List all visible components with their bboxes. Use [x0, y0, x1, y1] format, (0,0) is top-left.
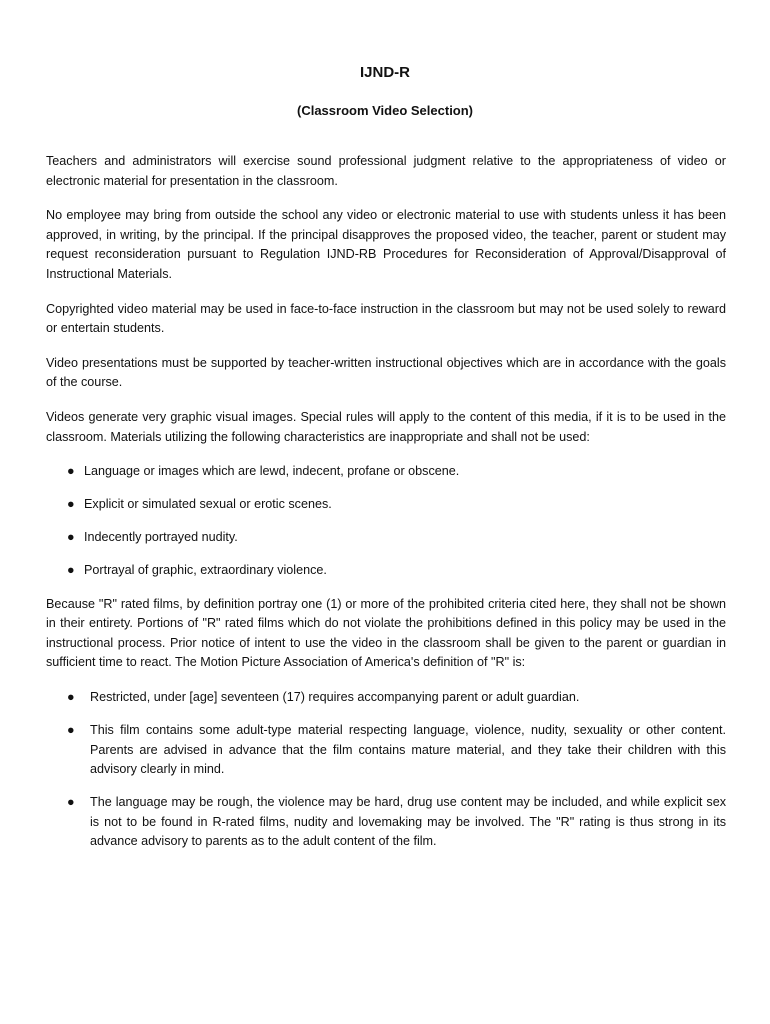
- bullet-icon: ●: [67, 795, 75, 810]
- prohibited-characteristics-list: [46, 462, 726, 581]
- list-item-text: Restricted, under [age] seventeen (17) requires accompanying parent or adult guardian.: [90, 689, 580, 704]
- bullet-icon: ●: [67, 497, 75, 512]
- bullet-icon: ●: [67, 689, 75, 704]
- list-item-text: The language may be rough, the violence may be hard, drug use content may be included, and while explicit sex is not to be found in R-rated films, nudity and lovemaking may be involved. The "R" rating is thus strong in its advance advisory to parents as to the adult content of the film.: [90, 795, 726, 849]
- document-title: IJND-R: [359, 64, 410, 81]
- list-item-text: Language or images which are lewd, indecent, profane or obscene.: [84, 464, 460, 479]
- paragraph-instructional-objectives: Video presentations must be supported by teacher-written instructional objectives which are in accordance with the goals of the course.: [46, 355, 726, 390]
- list-item: [46, 793, 726, 852]
- list-item-text: This film contains some adult-type material respecting language, violence, nudity, sexuality or other content. Parents are advised in advance that the film contains mature material, and they take their children with this advisory clearly in mind.: [90, 722, 726, 777]
- document-body: [46, 152, 726, 866]
- list-item: [46, 721, 726, 780]
- paragraph-approval-requirement: No employee may bring from outside the school any video or electronic material to use with students unless it has been approved, in writing, by the principal. If the principal disapproves the proposed video, the teacher, parent or student may request reconsideration pursuant to Regulation IJND-RB Procedures for Reconsideration of Approval/Disapproval of Instructional Materials.: [46, 208, 726, 281]
- bullet-icon: ●: [67, 563, 75, 578]
- bullet-icon: ●: [67, 722, 75, 737]
- list-item: [46, 462, 726, 482]
- list-item-text: Explicit or simulated sexual or erotic scenes.: [84, 497, 332, 512]
- paragraph-professional-judgment: Teachers and administrators will exercise sound professional judgment relative to the appropriateness of video or electronic material for presentation in the classroom.: [46, 154, 726, 188]
- paragraph-graphic-images: Videos generate very graphic visual images. Special rules will apply to the content of this media, if it is to be used in the classroom. Materials utilizing the following characteristics are inappropriate and shall not be used:: [46, 409, 726, 444]
- list-item-text: Indecently portrayed nudity.: [84, 530, 238, 545]
- list-item: [46, 528, 726, 548]
- list-item: [46, 495, 726, 515]
- r-definition-list: [46, 688, 726, 852]
- bullet-icon: ●: [67, 464, 75, 479]
- paragraph-copyright: Copyrighted video material may be used in face-to-face instruction in the classroom but may not be used solely to reward or entertain students.: [46, 301, 726, 336]
- list-item: [46, 688, 726, 708]
- bullet-icon: ●: [67, 530, 75, 545]
- list-item-text: Portrayal of graphic, extraordinary violence.: [84, 563, 327, 578]
- document-subtitle: (Classroom Video Selection): [296, 103, 474, 118]
- paragraph-r-rated-films: Because "R" rated films, by definition portray one (1) or more of the prohibited criteria cited here, they shall not be shown in their entirety. Portions of "R" rated films which do not violate the prohibitions defined in this policy may be used in the instructional process. Prior notice of intent to use the video in the classroom shall be given to the parent or guardian in sufficient time to react. The Motion Picture Association of America's definition of "R" is:: [46, 596, 726, 670]
- list-item: [46, 561, 726, 581]
